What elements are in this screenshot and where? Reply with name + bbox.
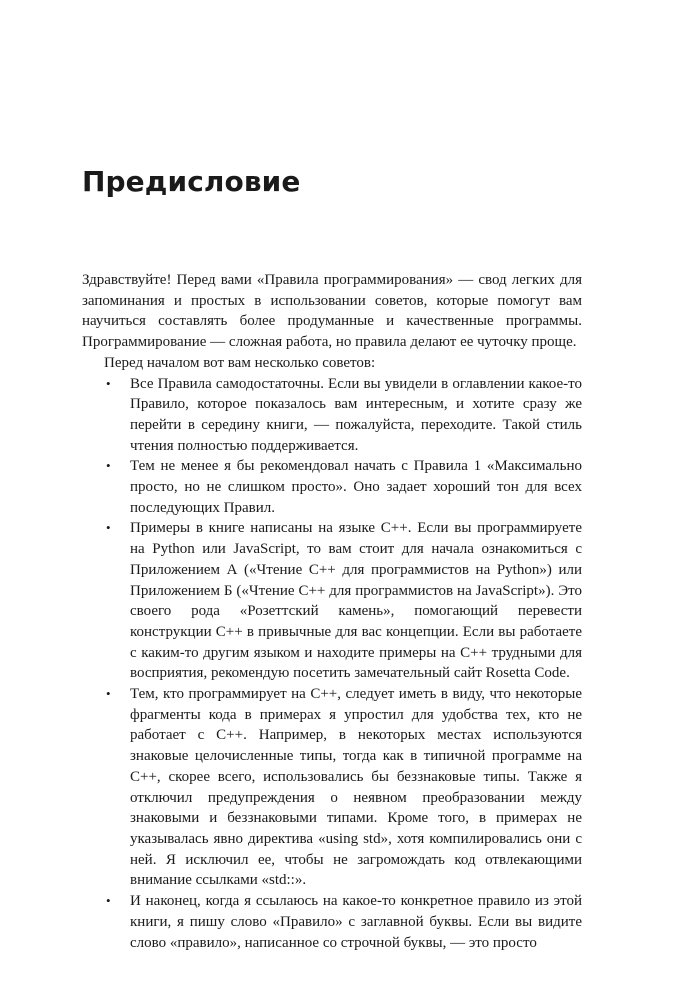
list-item — [82, 684, 582, 891]
bullet-icon: • — [106, 893, 111, 909]
list-item — [82, 518, 582, 684]
list-item — [82, 456, 582, 518]
list-item — [82, 891, 582, 953]
list-item-text: Все Правила самодостаточны. Если вы увидели в оглавлении какое-то Правило, которое показалось вам интересным, и хотите сразу же перейти в середину книги, — пожалуйста, переходите. Такой стиль чтения полностью поддерживается. — [130, 375, 582, 454]
list-item-text: Примеры в книге написаны на языке C++. Если вы программируете на Python или JavaScript, то вам стоит для начала ознакомиться с Приложением А («Чтение C++ для программистов на Python») или Приложением Б («Чтение C++ для программистов на JavaScript»). Это своего рода «Розеттский камень», помогающий перевести конструкции C++ в привычные для вас концепции. Если вы работаете с каким-то другим языком и находите примеры на C++ трудными для восприятия, рекомендую посетить замечательный сайт Rosetta Code. — [130, 520, 582, 682]
page-title: Предисловие — [82, 165, 301, 198]
page-body — [82, 270, 582, 953]
intro-paragraph: Здравствуйте! Перед вами «Правила программирования» — свод легких для запоминания и простых в использовании советов, которые помогут вам научиться составлять более продуманные и качественные программы. Программирование — сложная работа, но правила делают ее чуточку проще. — [82, 272, 582, 351]
bullet-icon: • — [106, 686, 111, 702]
list-item-text: Тем, кто программирует на C++, следует иметь в виду, что некоторые фрагменты кода в примерах я упростил для удобства тех, кто не работает с C++. Например, в некоторых местах используются знаковые целочисленные типы, тогда как в типичной программе на C++, скорее всего, использовались бы беззнаковые типы. Также я отключил предупреждения о неявном преобразовании между знаковыми и беззнаковыми типами. Кроме того, в примерах не указывалась явно директива «using std», хотя компилировались они с ней. Я исключил ее, чтобы не загромождать код отвлекающими внимание ссылками «std::». — [130, 686, 582, 889]
tips-list — [82, 374, 582, 954]
book-page — [82, 0, 582, 1000]
list-item-text: И наконец, когда я ссылаюсь на какое-то конкретное правило из этой книги, я пишу слово «Правило» с заглавной буквы. Если вы видите слово «правило», написанное со строчной буквы, — это просто — [130, 893, 582, 951]
tips-lead-paragraph: Перед началом вот вам несколько советов: — [104, 354, 376, 371]
list-item-text: Тем не менее я бы рекомендовал начать с Правила 1 «Максимально просто, но не слишком просто». Оно задает хороший тон для всех последующих Правил. — [130, 458, 582, 516]
bullet-icon: • — [106, 375, 111, 391]
list-item — [82, 374, 582, 457]
bullet-icon: • — [106, 520, 111, 536]
bullet-icon: • — [106, 458, 111, 474]
